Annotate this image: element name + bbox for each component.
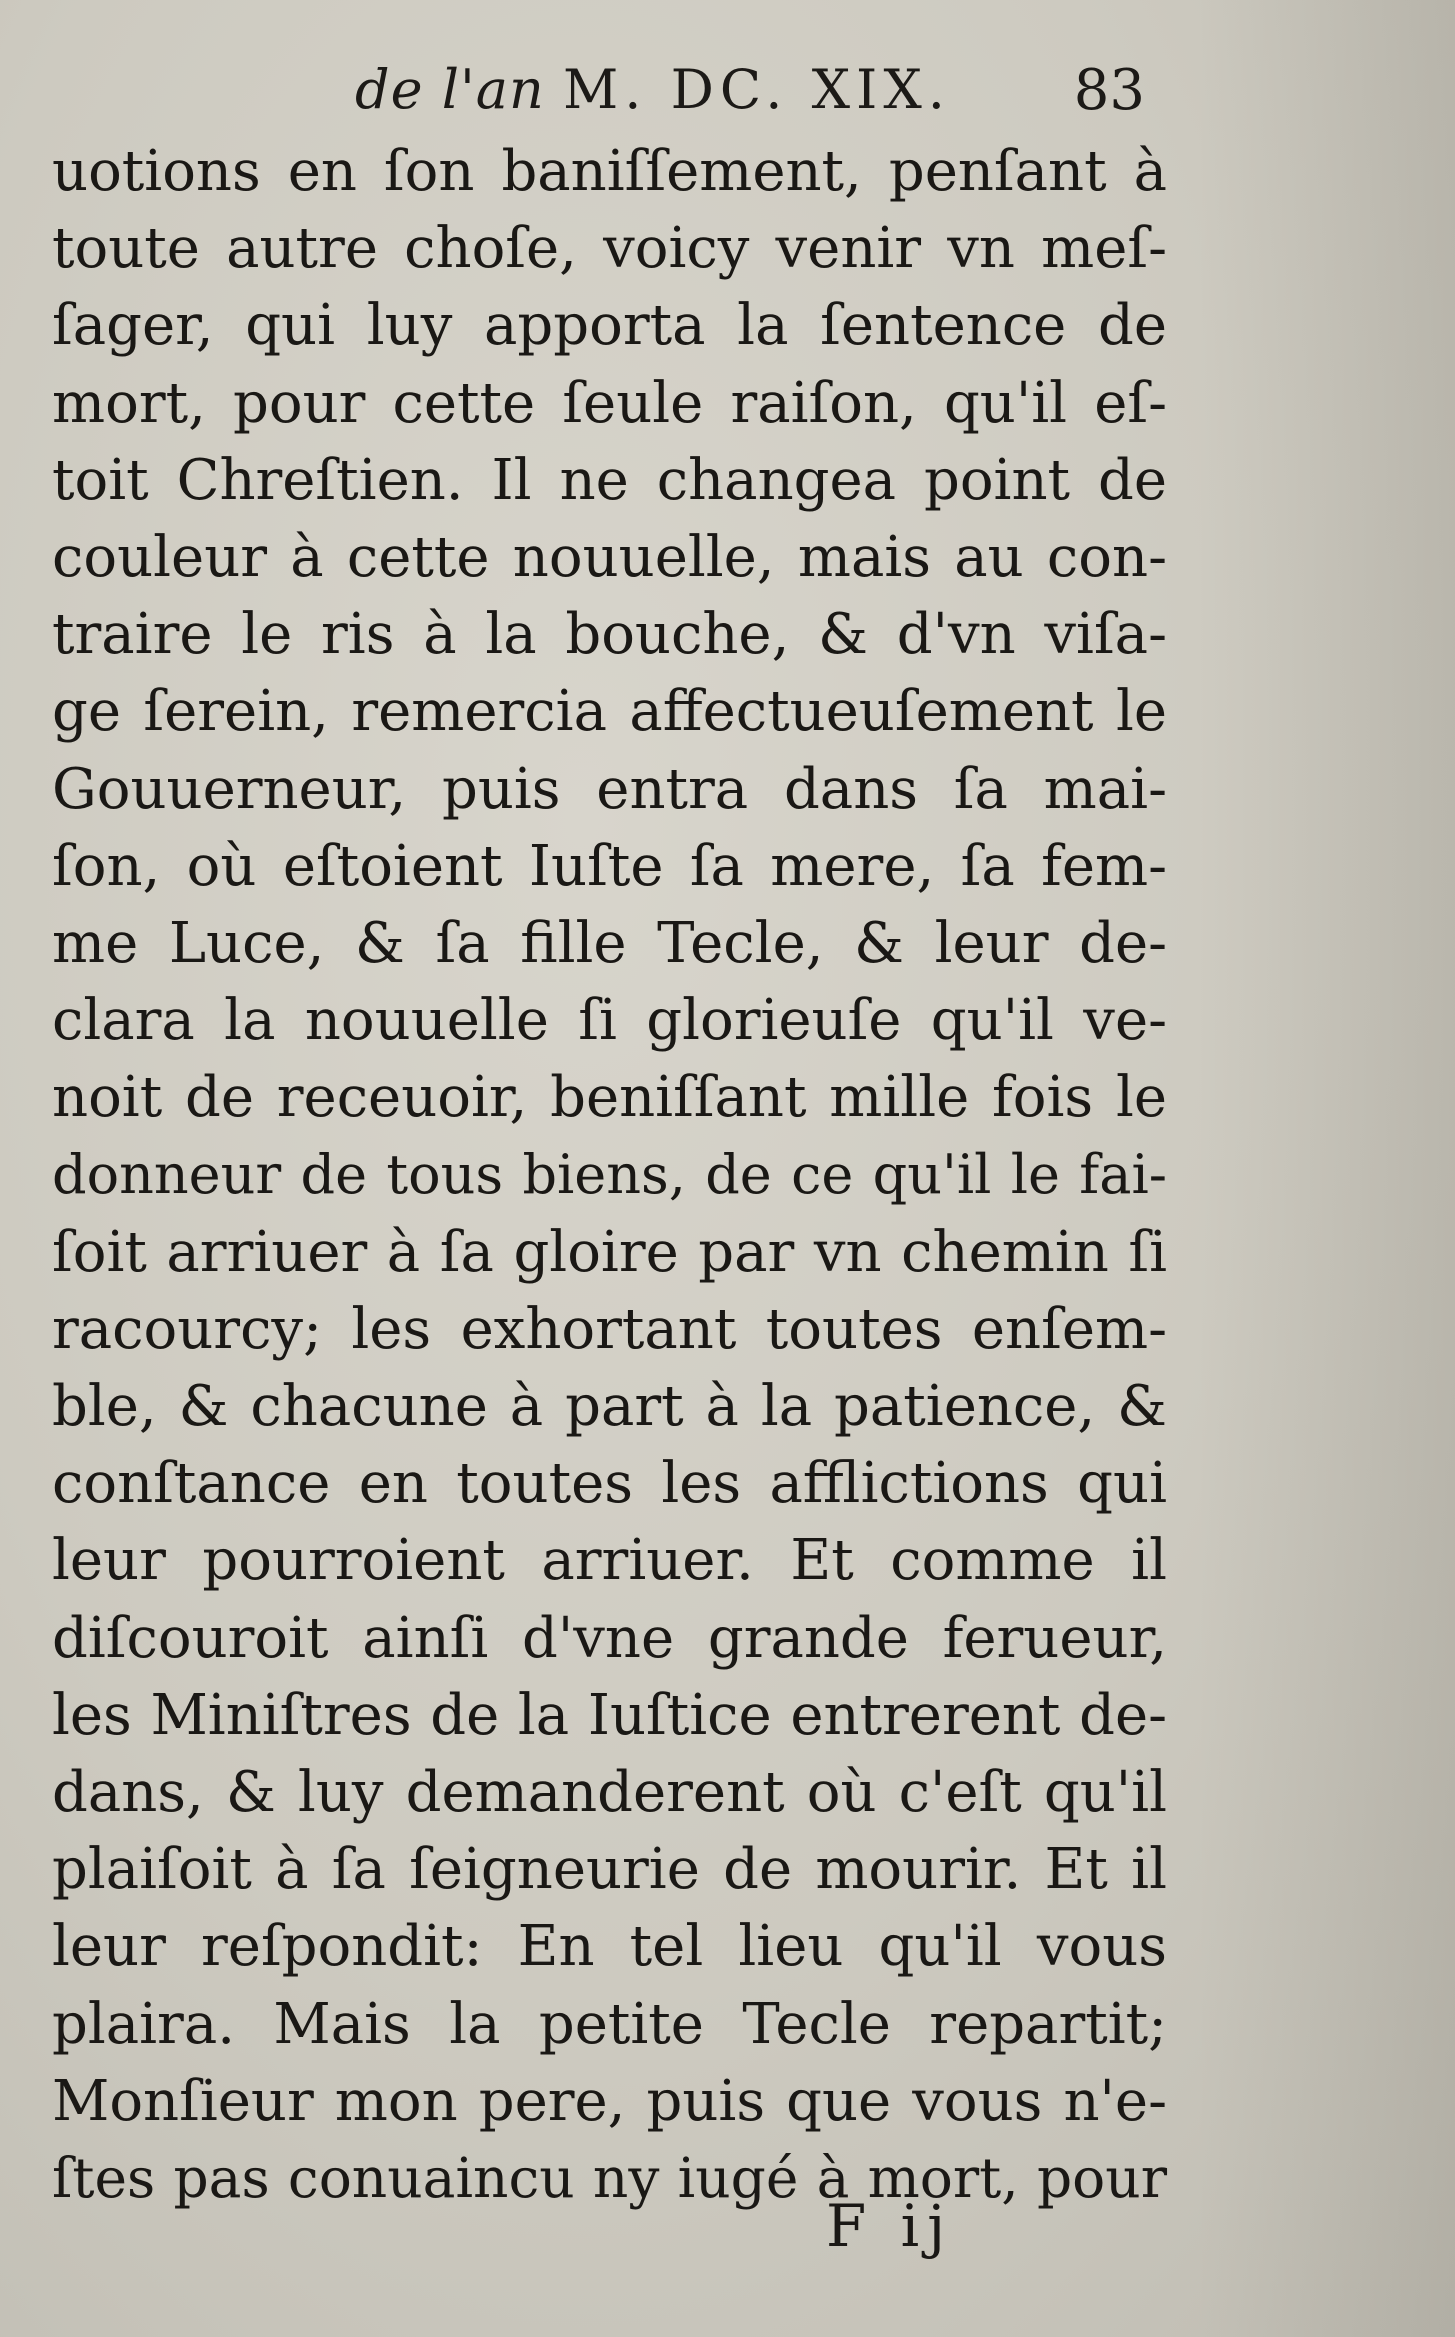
text-line: toit Chreſtien. Il ne changea point de bbox=[52, 447, 1167, 513]
text-line: me Luce, & ſa fille Tecle, & leur de- bbox=[52, 910, 1167, 976]
text-line: leur reſpondit: En tel lieu qu'il vous bbox=[52, 1914, 1167, 1980]
text-line: conſtance en toutes les afflictions qui bbox=[52, 1451, 1167, 1517]
text-line: plaiſoit à ſa ſeigneurie de mourir. Et il bbox=[52, 1837, 1167, 1903]
text-line: ſtes pas conuaincu ny iugé à mort, pour bbox=[52, 2145, 1167, 2210]
text-line: donneur de tous biens, de ce qu'il le fai- bbox=[52, 1143, 1167, 1207]
text-line: ge ſerein, remercia affectueuſement le bbox=[52, 679, 1167, 745]
running-head bbox=[355, 58, 1145, 138]
text-line: ble, & chacune à part à la patience, & bbox=[52, 1374, 1167, 1439]
body-text bbox=[52, 133, 1167, 2217]
text-line: plaira. Mais la petite Tecle repartit; bbox=[52, 1991, 1167, 2057]
text-line: diſcouroit ainſi d'vne grande ferueur, bbox=[52, 1605, 1167, 1671]
running-title bbox=[355, 58, 951, 121]
signature-mark: F ij bbox=[826, 2192, 954, 2260]
text-line: racourcy; les exhortant toutes enſem- bbox=[52, 1296, 1167, 1362]
text-line: ſon, où eſtoient Iuſte ſa mere, ſa fem- bbox=[52, 833, 1167, 899]
text-line: noit de receuoir, beniſſant mille fois le bbox=[52, 1065, 1167, 1131]
text-line: leur pourroient arriuer. Et comme il bbox=[52, 1528, 1167, 1594]
running-title-year: M. DC. XIX. bbox=[562, 58, 951, 121]
text-line: Gouuerneur, puis entra dans ſa mai- bbox=[52, 756, 1167, 822]
text-line: uotions en ſon baniſſement, penſant à bbox=[52, 139, 1167, 204]
text-line: toute autre choſe, voicy venir vn meſ- bbox=[52, 216, 1167, 282]
text-line: clara la nouuelle ſi glorieuſe qu'il ve- bbox=[52, 988, 1167, 1054]
text-line: les Miniſtres de la Iuſtice entrerent de- bbox=[52, 1682, 1167, 1748]
text-line: ſoit arriuer à ſa gloire par vn chemin ſi bbox=[52, 1219, 1167, 1285]
text-line: dans, & luy demanderent où c'eſt qu'il bbox=[52, 1759, 1167, 1825]
text-line: couleur à cette nouuelle, mais au con- bbox=[52, 524, 1167, 590]
text-line: mort, pour cette ſeule raiſon, qu'il eſ- bbox=[52, 370, 1167, 436]
running-title-italic: de l'an bbox=[355, 58, 545, 121]
text-line: Monſieur mon pere, puis que vous n'e- bbox=[52, 2068, 1167, 2134]
text-line: ſager, qui luy apporta la ſentence de bbox=[52, 293, 1167, 359]
text-line: traire le ris à la bouche, & d'vn viſa- bbox=[52, 602, 1167, 668]
page-number: 83 bbox=[1073, 58, 1145, 123]
